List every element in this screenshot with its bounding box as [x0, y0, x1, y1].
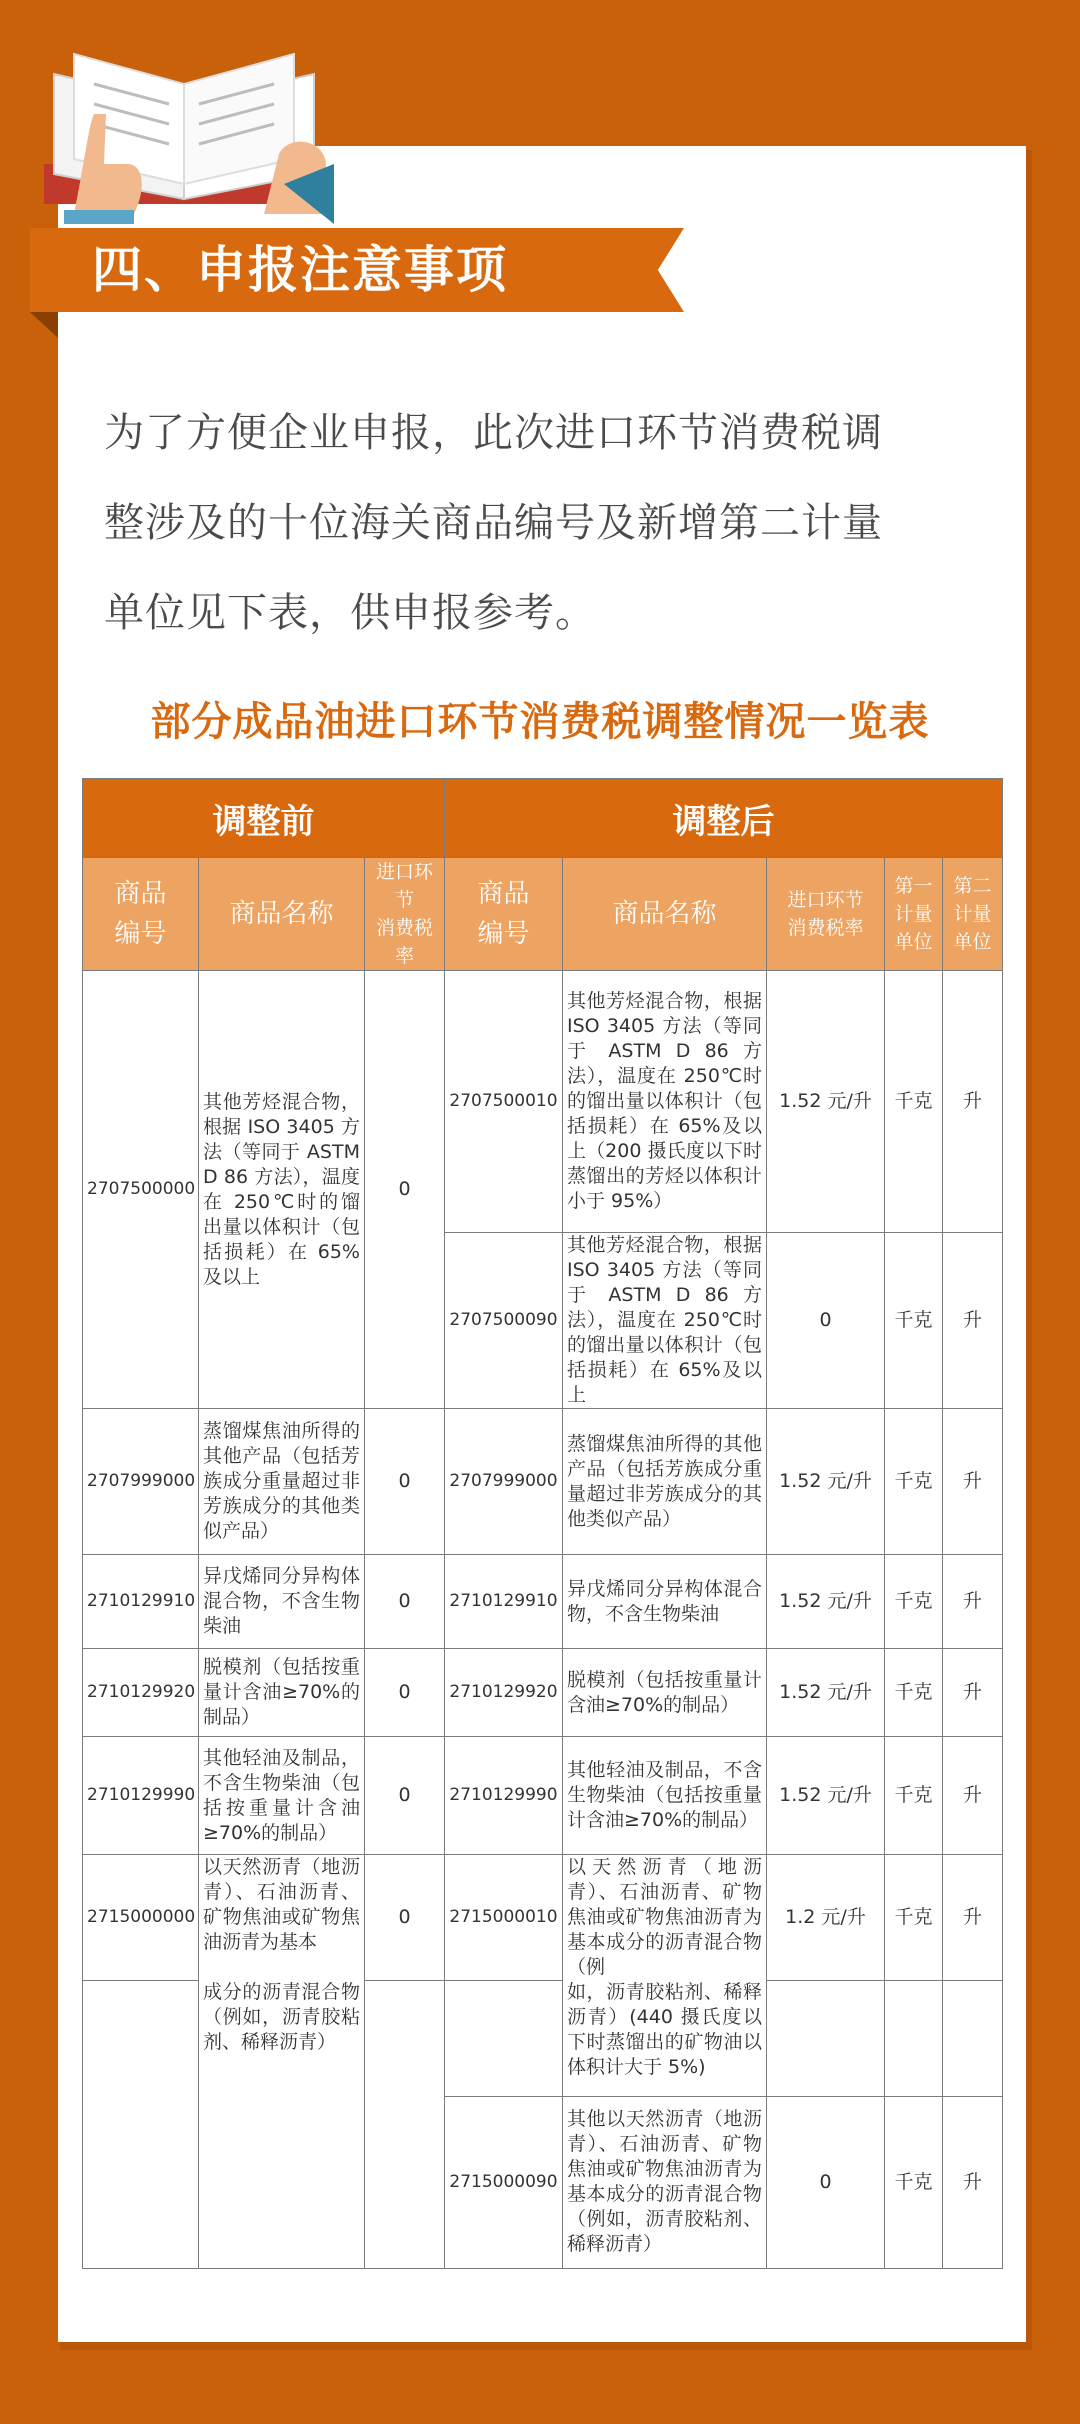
- table-cell-rate: 0: [365, 1409, 445, 1555]
- intro-paragraph: [104, 388, 994, 658]
- table-cell-unit2: 升: [943, 1855, 1003, 1981]
- table-cell-unit2: 升: [943, 971, 1003, 1233]
- intro-line: 为了方便企业申报，此次进口环节消费税调: [104, 410, 883, 456]
- table-cell-code: 2710129990: [83, 1737, 199, 1855]
- header-before-name: 商品名称: [199, 858, 365, 971]
- table-cell-unit2: 升: [943, 2096, 1003, 2268]
- table-cell-name: 其他芳烃混合物，根据 ISO 3405 方法（等同于 ASTM D 86 方法），温度在 250℃时的馏出量以体积计（包括损耗）在 65%及以上: [199, 971, 365, 1409]
- table-cell-code: 2715000090: [445, 2096, 563, 2268]
- table-cell-rate: 0: [365, 1555, 445, 1649]
- table-cell-name: 其他轻油及制品，不含生物柴油（包括按重量计含油≥70%的制品）: [563, 1737, 767, 1855]
- table-cell-empty: [445, 1980, 563, 2096]
- header-unit-1: 第一 计量 单位: [885, 858, 943, 971]
- table-cell-name: 其他芳烃混合物，根据 ISO 3405 方法（等同于 ASTM D 86 方法），温度在 250℃时的馏出量以体积计（包括损耗）在 65%及以上: [563, 1233, 767, 1409]
- table-cell-rate: 0: [365, 1855, 445, 1981]
- table-cell-code: 2710129910: [83, 1555, 199, 1649]
- table-cell-rate: 0: [365, 1737, 445, 1855]
- table-cell-rate: 1.52 元/升: [767, 1649, 885, 1737]
- table-cell-rate: 1.2 元/升: [767, 1855, 885, 1981]
- table-title: 部分成品油进口环节消费税调整情况一览表: [150, 699, 930, 745]
- table-cell-rate: 1.52 元/升: [767, 1737, 885, 1855]
- table-cell-rate: 1.52 元/升: [767, 971, 885, 1233]
- table-cell-rate: 1.52 元/升: [767, 1555, 885, 1649]
- tax-adjustment-table: [82, 778, 1003, 2269]
- table-cell-name: 脱模剂（包括按重量计含油≥70%的制品）: [563, 1649, 767, 1737]
- table-cell-name: 脱模剂（包括按重量计含油≥70%的制品）: [199, 1649, 365, 1737]
- table-cell-unit2: 升: [943, 1649, 1003, 1737]
- table-cell-code: 2707500010: [445, 971, 563, 1233]
- table-cell-empty: [943, 1980, 1003, 2096]
- header-after-rate: 进口环节 消费税率: [767, 858, 885, 971]
- section-title: 四、申报注意事项: [92, 241, 508, 299]
- header-before-rate: 进口环节 消费税率: [365, 858, 445, 971]
- table-cell-unit2: 升: [943, 1409, 1003, 1555]
- table-cell-rate: 0: [767, 1233, 885, 1409]
- banner-fold: [30, 312, 58, 338]
- table-cell-unit1: 千克: [885, 1649, 943, 1737]
- table-cell-name: 异戊烯同分异构体混合物，不含生物柴油: [563, 1555, 767, 1649]
- table-cell-rate: 0: [365, 971, 445, 1409]
- table-cell-name: 成分的沥青混合物（例如，沥青胶粘剂、稀释沥青）: [199, 1980, 365, 2268]
- table-cell-code: 2715000000: [83, 1855, 199, 1981]
- table-cell-unit1: 千克: [885, 971, 943, 1233]
- header-after-name: 商品名称: [563, 858, 767, 971]
- table-cell-unit1: 千克: [885, 1855, 943, 1981]
- table-cell-code: 2707999000: [445, 1409, 563, 1555]
- table-cell-name: 以天然沥青（地沥青）、石油沥青、矿物焦油或矿物焦油沥青为基本: [199, 1855, 365, 1981]
- table-cell-name: 其他以天然沥青（地沥青）、石油沥青、矿物焦油或矿物焦油沥青为基本成分的沥青混合物（例如，沥青胶粘剂、稀释沥青）: [563, 2096, 767, 2268]
- table-cell-code: 2707500090: [445, 1233, 563, 1409]
- table-cell-code: 2710129920: [445, 1649, 563, 1737]
- table-cell-code: 2710129920: [83, 1649, 199, 1737]
- table-cell-code: 2707500000: [83, 971, 199, 1409]
- table-cell-empty: [365, 1980, 445, 2268]
- table-cell-unit1: 千克: [885, 2096, 943, 2268]
- header-after-group: 调整后: [445, 779, 1003, 858]
- open-book-illustration: [34, 14, 334, 224]
- table-cell-unit2: 升: [943, 1233, 1003, 1409]
- table-cell-unit1: 千克: [885, 1737, 943, 1855]
- table-cell-code: 2710129990: [445, 1737, 563, 1855]
- table-cell-unit1: 千克: [885, 1233, 943, 1409]
- table-cell-unit1: 千克: [885, 1409, 943, 1555]
- table-cell-name: 蒸馏煤焦油所得的其他产品（包括芳族成分重量超过非芳族成分的其他类似产品）: [199, 1409, 365, 1555]
- intro-line: 整涉及的十位海关商品编号及新增第二计量: [104, 500, 883, 546]
- table-cell-name: 如，沥青胶粘剂、稀释沥青）(440 摄氏度以下时蒸馏出的矿物油以体积计大于 5%): [563, 1980, 767, 2096]
- table-cell-code: 2715000010: [445, 1855, 563, 1981]
- table-cell-name: 其他轻油及制品，不含生物柴油（包括按重量计含油≥70%的制品）: [199, 1737, 365, 1855]
- table-cell-name: 异戊烯同分异构体混合物，不含生物柴油: [199, 1555, 365, 1649]
- table-cell-name: 其他芳烃混合物，根据 ISO 3405 方法（等同于 ASTM D 86 方法），温度在 250℃时的馏出量以体积计（包括损耗）在 65%及以上（200 摄氏度以下时蒸馏出的芳烃以体积计小于 95%）: [563, 971, 767, 1233]
- table-cell-empty: [767, 1980, 885, 2096]
- intro-line: 单位见下表，供申报参考。: [104, 590, 596, 636]
- table-cell-name: 蒸馏煤焦油所得的其他产品（包括芳族成分重量超过非芳族成分的其他类似产品）: [563, 1409, 767, 1555]
- table-cell-unit2: 升: [943, 1555, 1003, 1649]
- table-cell-code: 2710129910: [445, 1555, 563, 1649]
- table-cell-empty: [885, 1980, 943, 2096]
- table-cell-code: 2707999000: [83, 1409, 199, 1555]
- header-after-code: 商品 编号: [445, 858, 563, 971]
- table-cell-rate: 1.52 元/升: [767, 1409, 885, 1555]
- table-cell-empty: [83, 1980, 199, 2268]
- table-cell-unit1: 千克: [885, 1555, 943, 1649]
- table-cell-name: 以天然沥青（地沥青）、石油沥青、矿物焦油或矿物焦油沥青为基本成分的沥青混合物（例: [563, 1855, 767, 1981]
- header-before-code: 商品 编号: [83, 858, 199, 971]
- table-cell-rate: 0: [767, 2096, 885, 2268]
- table-cell-unit2: 升: [943, 1737, 1003, 1855]
- header-before-group: 调整前: [83, 779, 445, 858]
- table-cell-rate: 0: [365, 1649, 445, 1737]
- header-unit-2: 第二 计量 单位: [943, 858, 1003, 971]
